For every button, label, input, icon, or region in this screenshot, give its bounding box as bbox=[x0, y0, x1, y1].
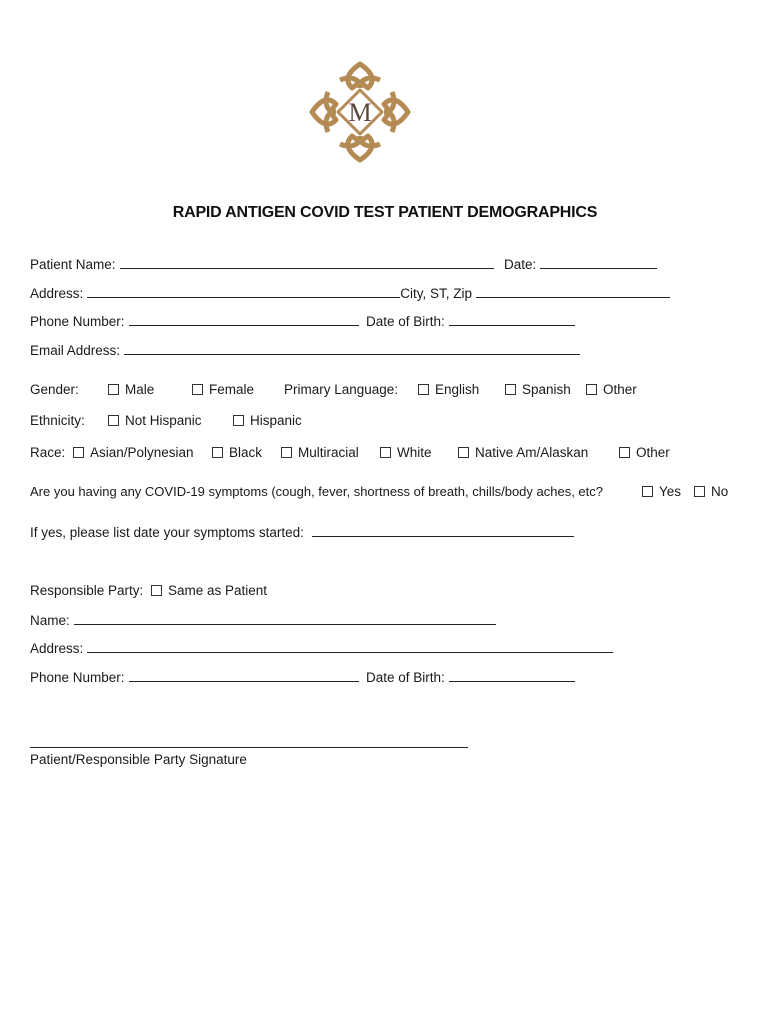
patient-name-row bbox=[30, 256, 494, 273]
option-label: Other bbox=[603, 382, 637, 397]
city-field[interactable] bbox=[476, 285, 670, 298]
patient-name-field[interactable] bbox=[120, 256, 494, 269]
ethnicity-label: Ethnicity: bbox=[30, 413, 85, 428]
checkbox[interactable] bbox=[108, 415, 119, 426]
signature-field[interactable] bbox=[30, 747, 468, 748]
checkbox[interactable] bbox=[212, 447, 223, 458]
signature-label: Patient/Responsible Party Signature bbox=[30, 752, 247, 767]
checkbox[interactable] bbox=[458, 447, 469, 458]
email-label: Email Address: bbox=[30, 343, 121, 358]
language-option-english[interactable] bbox=[418, 382, 479, 398]
date-field[interactable] bbox=[540, 256, 657, 269]
checkbox[interactable] bbox=[694, 486, 705, 497]
symptoms-date-label: If yes, please list date your symptoms started: bbox=[30, 525, 304, 540]
language-option-spanish[interactable] bbox=[505, 382, 571, 398]
address-field[interactable] bbox=[87, 285, 400, 298]
email-field[interactable] bbox=[124, 342, 580, 355]
option-label: Spanish bbox=[522, 382, 571, 397]
checkbox[interactable] bbox=[151, 585, 162, 596]
checkbox[interactable] bbox=[619, 447, 630, 458]
dob-label: Date of Birth: bbox=[366, 314, 445, 329]
option-label: Yes bbox=[659, 484, 682, 499]
responsible-dob-label: Date of Birth: bbox=[366, 670, 445, 685]
phone-row bbox=[30, 313, 359, 330]
race-option-native[interactable] bbox=[458, 445, 588, 461]
race-option-multiracial[interactable] bbox=[281, 445, 359, 461]
monogram-letter: M bbox=[348, 98, 372, 127]
responsible-phone-row bbox=[30, 669, 359, 686]
responsible-name-row bbox=[30, 612, 496, 629]
option-label: Black bbox=[229, 445, 263, 460]
option-label: Other bbox=[636, 445, 670, 460]
form-title: RAPID ANTIGEN COVID TEST PATIENT DEMOGRAPHICS bbox=[172, 204, 598, 221]
gender-option-female[interactable] bbox=[192, 382, 254, 398]
responsible-name-field[interactable] bbox=[74, 612, 496, 625]
race-option-white[interactable] bbox=[380, 445, 432, 461]
race-option-black[interactable] bbox=[212, 445, 262, 461]
checkbox[interactable] bbox=[505, 384, 516, 395]
symptoms-option-yes[interactable] bbox=[642, 484, 681, 500]
checkbox[interactable] bbox=[233, 415, 244, 426]
option-label: Multiracial bbox=[298, 445, 359, 460]
email-row bbox=[30, 342, 580, 359]
patient-name-label: Patient Name: bbox=[30, 257, 116, 272]
checkbox[interactable] bbox=[108, 384, 119, 395]
race-option-other[interactable] bbox=[619, 445, 670, 461]
option-label: Native Am/Alaskan bbox=[475, 445, 589, 460]
responsible-name-label: Name: bbox=[30, 613, 70, 628]
language-option-other[interactable] bbox=[586, 382, 637, 398]
symptoms-date-row bbox=[30, 524, 574, 541]
checkbox[interactable] bbox=[281, 447, 292, 458]
checkbox[interactable] bbox=[73, 447, 84, 458]
checkbox[interactable] bbox=[418, 384, 429, 395]
responsible-address-row bbox=[30, 640, 613, 657]
checkbox[interactable] bbox=[642, 486, 653, 497]
address-label: Address: bbox=[30, 286, 84, 301]
date-row bbox=[504, 256, 657, 273]
ornamental-monogram-logo-icon bbox=[306, 58, 414, 166]
same-as-patient-option[interactable] bbox=[151, 583, 267, 599]
gender-label: Gender: bbox=[30, 382, 79, 397]
option-label: Hispanic bbox=[250, 413, 302, 428]
checkbox[interactable] bbox=[192, 384, 203, 395]
symptoms-question: Are you having any COVID-19 symptoms (cough, fever, shortness of breath, chills/body aches, etc? bbox=[30, 484, 604, 499]
symptoms-date-field[interactable] bbox=[312, 524, 574, 537]
option-label: Male bbox=[125, 382, 155, 397]
option-label: No bbox=[711, 484, 729, 499]
ethnicity-option-not-hispanic[interactable] bbox=[108, 413, 202, 429]
race-label: Race: bbox=[30, 445, 66, 460]
race-option-asian[interactable] bbox=[73, 445, 194, 461]
option-label: Not Hispanic bbox=[125, 413, 202, 428]
responsible-party-label: Responsible Party: bbox=[30, 583, 144, 598]
option-label: White bbox=[397, 445, 432, 460]
responsible-phone-label: Phone Number: bbox=[30, 670, 125, 685]
gender-option-male[interactable] bbox=[108, 382, 154, 398]
responsible-dob-row bbox=[366, 669, 575, 686]
symptoms-option-no[interactable] bbox=[694, 484, 728, 500]
dob-field[interactable] bbox=[449, 313, 575, 326]
responsible-address-label: Address: bbox=[30, 641, 84, 656]
ethnicity-option-hispanic[interactable] bbox=[233, 413, 302, 429]
option-label: Female bbox=[209, 382, 255, 397]
logo bbox=[306, 58, 414, 166]
phone-field[interactable] bbox=[129, 313, 359, 326]
option-label: Same as Patient bbox=[168, 583, 268, 598]
responsible-dob-field[interactable] bbox=[449, 669, 575, 682]
language-label: Primary Language: bbox=[284, 382, 399, 397]
dob-row bbox=[366, 313, 575, 330]
checkbox[interactable] bbox=[586, 384, 597, 395]
date-label: Date: bbox=[504, 257, 537, 272]
address-row bbox=[30, 285, 670, 302]
checkbox[interactable] bbox=[380, 447, 391, 458]
responsible-address-field[interactable] bbox=[87, 640, 613, 653]
responsible-phone-field[interactable] bbox=[129, 669, 359, 682]
option-label: Asian/Polynesian bbox=[90, 445, 194, 460]
city-label: City, ST, Zip bbox=[400, 286, 473, 301]
phone-label: Phone Number: bbox=[30, 314, 125, 329]
option-label: English bbox=[435, 382, 480, 397]
